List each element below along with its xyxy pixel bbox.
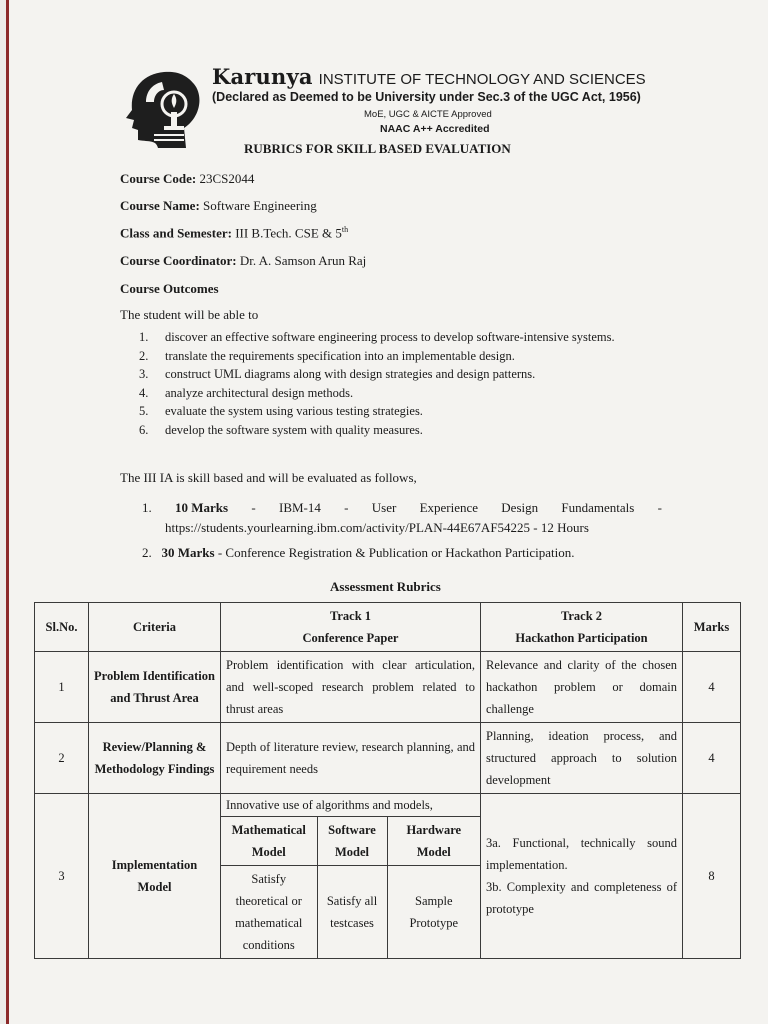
sub-header-hardware: Hardware Model (387, 817, 480, 866)
rubric-title: Assessment Rubrics (330, 579, 441, 594)
header-criteria: Criteria (89, 603, 221, 652)
course-name-line (120, 198, 317, 214)
row-slno: 3 (35, 794, 89, 959)
sub-value-mathematical: Satisfy theoretical or mathematical conditions (221, 866, 317, 959)
approval-line: MoE, UGC & AICTE Approved (364, 109, 492, 120)
sub-value-hardware: Sample Prototype (387, 866, 480, 959)
class-semester-line (120, 225, 348, 241)
institute-heading (212, 64, 646, 89)
declared-status: (Declared as Deemed to be University under Sec.3 of the UGC Act, 1956) (212, 90, 641, 104)
institute-name: INSTITUTE OF TECHNOLOGY AND SCIENCES (318, 71, 646, 88)
list-item: 2. translate the requirements specification into an implementable design. (139, 348, 515, 363)
row-marks: 4 (683, 723, 741, 794)
page-edge (6, 0, 9, 1024)
evaluation-intro: The III IA is skill based and will be evaluated as follows, (120, 470, 417, 485)
course-coordinator-label: Course Coordinator: (120, 253, 237, 268)
rubric-table (34, 602, 741, 959)
header-track1: Track 1 Conference Paper (221, 603, 481, 652)
row-track1: Depth of literature review, research planning, and requirement needs (221, 723, 481, 794)
sub-header-mathematical: Mathematical Model (221, 817, 317, 866)
row-marks: 8 (683, 794, 741, 959)
row-track2: 3a. Functional, technically sound implementation. 3b. Complexity and completeness of prototype (481, 794, 683, 959)
row-criteria: Problem Identification and Thrust Area (89, 652, 221, 723)
list-item: 4. analyze architectural design methods. (139, 385, 354, 400)
class-semester-sup: th (341, 225, 349, 234)
row-marks: 4 (683, 652, 741, 723)
class-semester-value: III B.Tech. CSE & 5 (235, 225, 342, 241)
document-title: RUBRICS FOR SKILL BASED EVALUATION (244, 141, 511, 156)
row-track1: Problem identification with clear articulation, and well-scoped research problem related to thrust areas (221, 652, 481, 723)
sub-value-software: Satisfy all testcases (317, 866, 387, 959)
table-header-row (35, 603, 741, 652)
header-track2: Track 2 Hackathon Participation (481, 603, 683, 652)
course-coordinator-value: Dr. A. Samson Arun Raj (239, 253, 367, 268)
row-track2: Planning, ideation process, and structured approach to solution development (481, 723, 683, 794)
naac-accreditation: NAAC A++ Accredited (380, 123, 490, 135)
list-item: 1. discover an effective software engineering process to develop software-intensive systems. (139, 330, 615, 344)
row-slno: 2 (35, 723, 89, 794)
list-item: 5. evaluate the system using various testing strategies. (139, 404, 423, 418)
course-code-label: Course Code: (120, 171, 197, 186)
implementation-intro: Innovative use of algorithms and models, (226, 798, 433, 812)
row-criteria: Review/Planning & Methodology Findings (89, 723, 221, 794)
header-marks: Marks (683, 603, 741, 652)
header-slno: Sl.No. (35, 603, 89, 652)
outcomes-list (139, 328, 667, 439)
row-criteria: Implementation Model (89, 794, 221, 959)
ibm-course-link[interactable]: https://students.yourlearning.ibm.com/activity/PLAN-44E67AF54225 - 12 Hours (165, 520, 589, 535)
evaluation-item-1: 1. 10 Marks - IBM-14 - User Experience Design Fundamentals - (142, 500, 662, 515)
class-semester-label: Class and Semester: (120, 225, 232, 241)
course-name-label: Course Name: (120, 198, 200, 213)
course-code-value: 23CS2044 (199, 171, 255, 186)
list-item: 3. construct UML diagrams along with design strategies and design patterns. (139, 367, 536, 381)
list-item: 6. develop the software system with quality measures. (139, 422, 423, 437)
brand-name: Karunya (212, 64, 313, 89)
row-track2: Relevance and clarity of the chosen hackathon problem or domain challenge (481, 652, 683, 723)
outcomes-intro: The student will be able to (120, 307, 259, 322)
table-row (35, 723, 741, 794)
course-code-line (120, 171, 254, 187)
row-slno: 1 (35, 652, 89, 723)
course-coordinator-line (120, 253, 366, 269)
row-track1-implementation (221, 794, 481, 959)
table-row (35, 794, 741, 959)
institute-logo-icon (124, 68, 210, 154)
implementation-subtable (221, 816, 480, 958)
evaluation-item-2: 2. 30 Marks - Conference Registration & Publication or Hackathon Participation. (142, 545, 575, 560)
table-row (35, 652, 741, 723)
sub-header-software: Software Model (317, 817, 387, 866)
course-outcomes-heading: Course Outcomes (120, 281, 219, 296)
course-name-value: Software Engineering (203, 198, 317, 213)
